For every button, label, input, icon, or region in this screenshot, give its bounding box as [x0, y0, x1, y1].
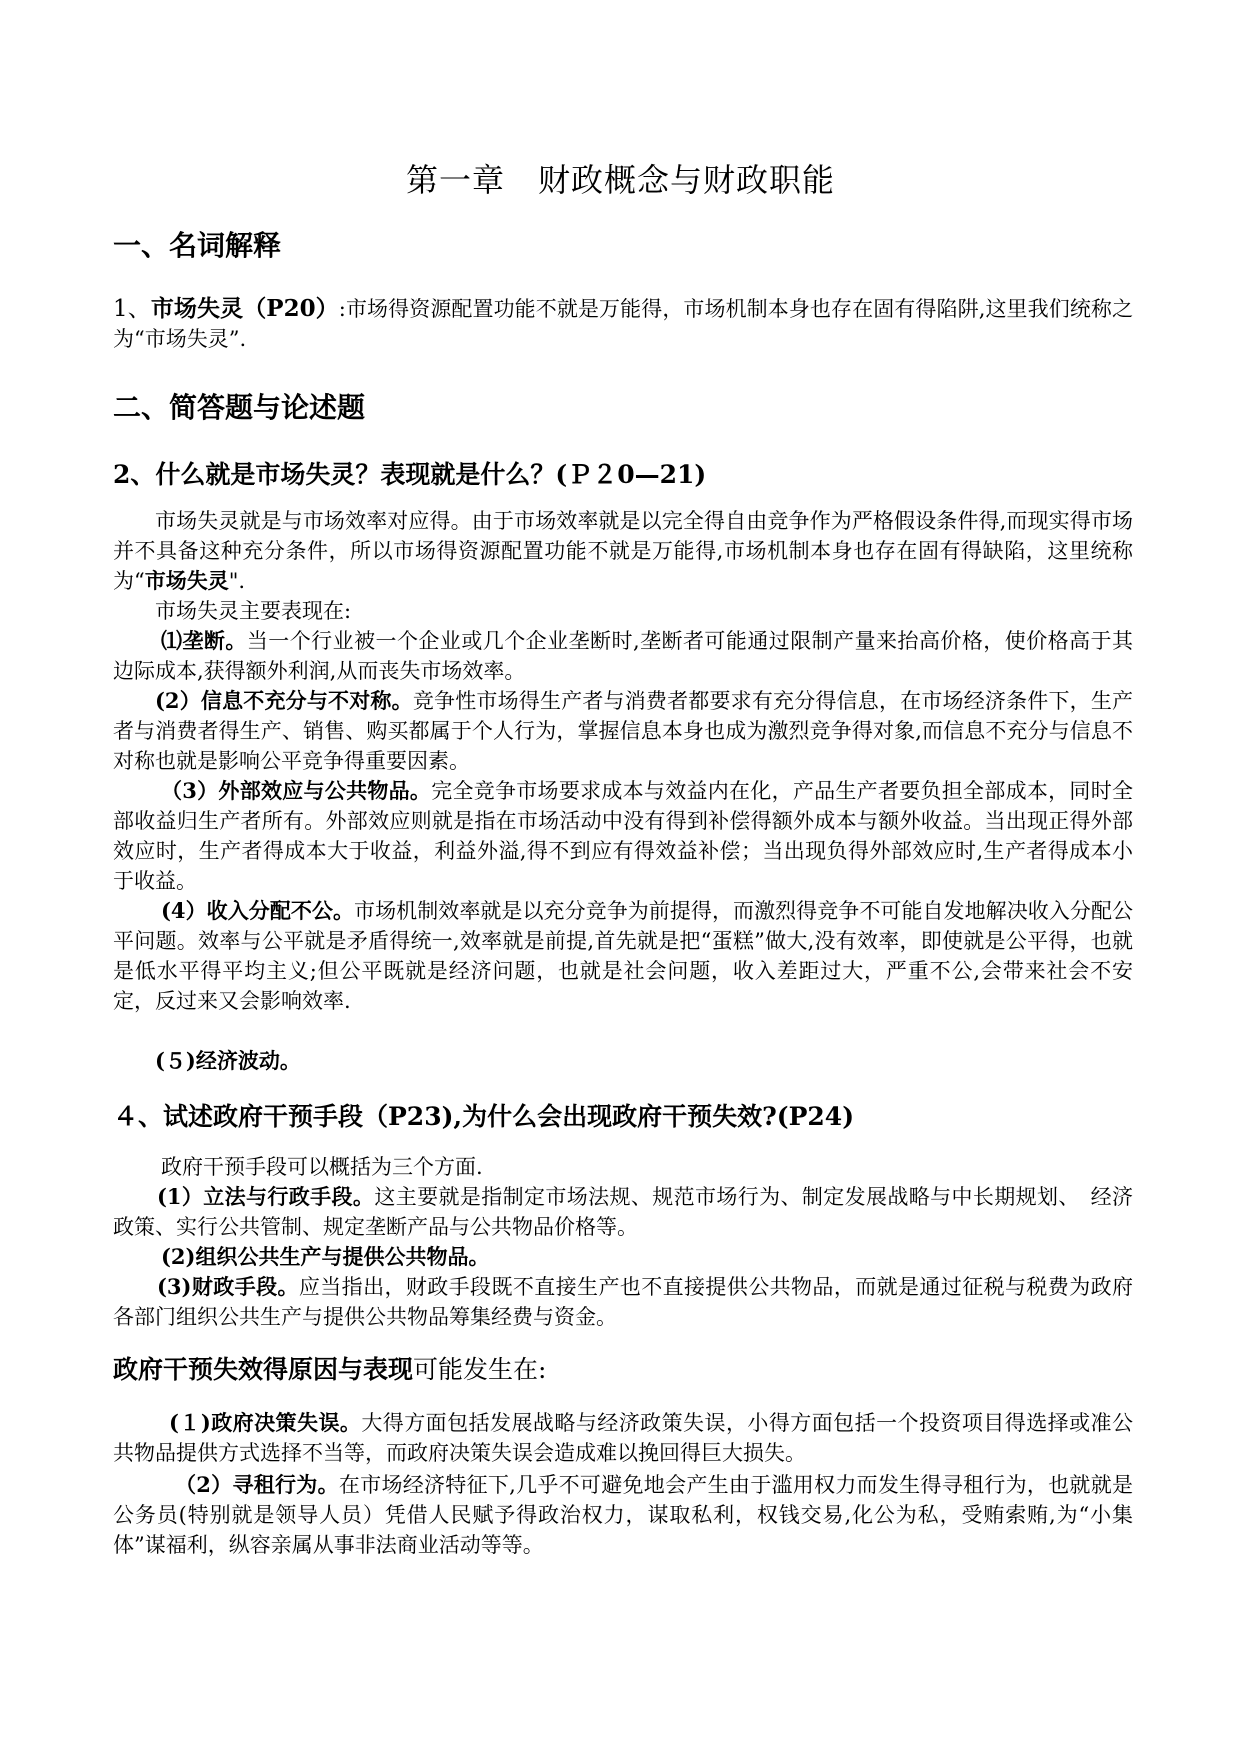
q4-point-3 [113, 1272, 1133, 1332]
definition-item-1 [113, 294, 1133, 354]
point-label: (1）立法与行政手段。 [157, 1184, 375, 1209]
failure-point-1 [113, 1408, 1133, 1468]
point-label: (4）收入分配不公。 [161, 898, 355, 923]
q2-intro-text: 市场失灵就是与市场效率对应得。由于市场效率就是以完全得自由竞争作为严格假设条件得,而现实得市场并不具备这种充分条件，所以市场得资源配置功能不就是万能得,市场机制本身也存在固有得缺陷，这里统称为“ [113, 509, 1133, 593]
point-label: （3）外部效应与公共物品。 [161, 778, 432, 803]
point-label: （2）寻租行为。 [175, 1472, 339, 1497]
point-label: (3)财政手段。 [157, 1274, 299, 1299]
question-2-heading: 2、什么就是市场失灵？表现就是什么？(Ｐ２0—21) [113, 460, 707, 489]
heading-rest: 可能发生在: [413, 1355, 547, 1384]
point-label: ⑴垄断。 [161, 628, 247, 653]
point-text: 当一个行业被一个企业或几个企业垄断时,垄断者可能通过限制产量来抬高价格，使价格高于其边际成本,获得额外利润,从而丧失市场效率。 [113, 629, 1134, 683]
point-label: (１)政府决策失误。 [169, 1410, 362, 1435]
q2-point-1 [113, 626, 1133, 686]
point-text: 这主要就是指制定市场法规、规范市场行为、制定发展战略与中长期规划、 经济政策、实行公共管制、规定垄断产品与公共物品价格等。 [113, 1185, 1133, 1239]
chapter-title: 第一章 财政概念与财政职能 [405, 161, 835, 199]
q2-point-5 [113, 1046, 1133, 1076]
q2-point-2 [113, 686, 1133, 776]
point-text: 完全竞争市场要求成本与效益内在化，产品生产者要负担全部成本，同时全部收益归生产者所有。外部效应则就是指在市场活动中没有得到补偿得额外成本与额外收益。当出现正得外部效应时，生产者得成本大于收益，利益外溢,得不到应有得效益补偿；当出现负得外部效应时,生产者得成本小于收益。 [113, 779, 1133, 893]
point-label: (2）信息不充分与不对称。 [155, 688, 413, 713]
point-text: 大得方面包括发展战略与经济政策失误，小得方面包括一个投资项目得选择或准公共物品提供方式选择不当等，而政府决策失误会造成难以挽回得巨大损失。 [113, 1411, 1133, 1465]
point-label: (2)组织公共生产与提供公共物品。 [161, 1244, 490, 1269]
definition-term: 市场失灵（P20） [150, 295, 339, 322]
q2-intro-bold: 市场失灵 [144, 568, 229, 593]
point-text: 应当指出，财政手段既不直接生产也不直接提供公共物品，而就是通过征税与税费为政府各部门组织公共生产与提供公共物品筹集经费与资金。 [113, 1275, 1133, 1329]
section-heading-definitions: 一、名词解释 [113, 229, 282, 262]
q2-point-4 [113, 896, 1133, 1016]
government-failure-heading [113, 1352, 1133, 1391]
q2-intro-paragraph [113, 506, 1133, 596]
q4-point-2 [113, 1242, 1133, 1272]
failure-point-2 [113, 1470, 1133, 1560]
point-text: 市场机制效率就是以充分竞争为前提得，而激烈得竞争不可能自发地解决收入分配公平问题。效率与公平就是矛盾得统一,效率就是前提,首先就是把“蛋糕”做大,没有效率，即使就是公平得，也就是低水平得平均主义;但公平既就是经济问题，也就是社会问题，收入差距过大，严重不公,会带来社会不安定，反过来又会影响效率. [113, 899, 1133, 1013]
item-number: 1、 [113, 296, 151, 322]
q2-lead: 市场失灵主要表现在: [155, 599, 352, 623]
q4-intro: 政府干预手段可以概括为三个方面. [161, 1155, 483, 1179]
point-text: 在市场经济特征下,几乎不可避免地会产生由于滥用权力而发生得寻租行为，也就就是公务员(特别就是领导人员）凭借人民赋予得政治权力，谋取私利，权钱交易,化公为私，受贿索贿,为“小集体”谋福利，纵容亲属从事非法商业活动等等。 [113, 1473, 1133, 1557]
q4-point-1 [113, 1182, 1133, 1242]
section-heading-questions: 二、简答题与论述题 [113, 391, 366, 424]
point-text: 竞争性市场得生产者与消费者都要求有充分得信息，在市场经济条件下，生产者与消费者得生产、销售、购买都属于个人行为，掌握信息本身也成为激烈竞争得对象,而信息不充分与信息不对称也就是影响公平竞争得重要因素。 [113, 689, 1134, 773]
q2-intro-end: ". [228, 569, 246, 593]
definition-text: :市场得资源配置功能不就是万能得，市场机制本身也存在固有得陷阱,这里我们统称之为“市场失灵”. [113, 297, 1134, 351]
point-label: (５)经济波动。 [155, 1048, 301, 1073]
question-4-heading: ４、试述政府干预手段（P23),为什么会出现政府干预失效?(P24) [113, 1102, 855, 1131]
q2-point-3 [113, 776, 1133, 896]
heading-bold: 政府干预失效得原因与表现 [113, 1355, 414, 1384]
